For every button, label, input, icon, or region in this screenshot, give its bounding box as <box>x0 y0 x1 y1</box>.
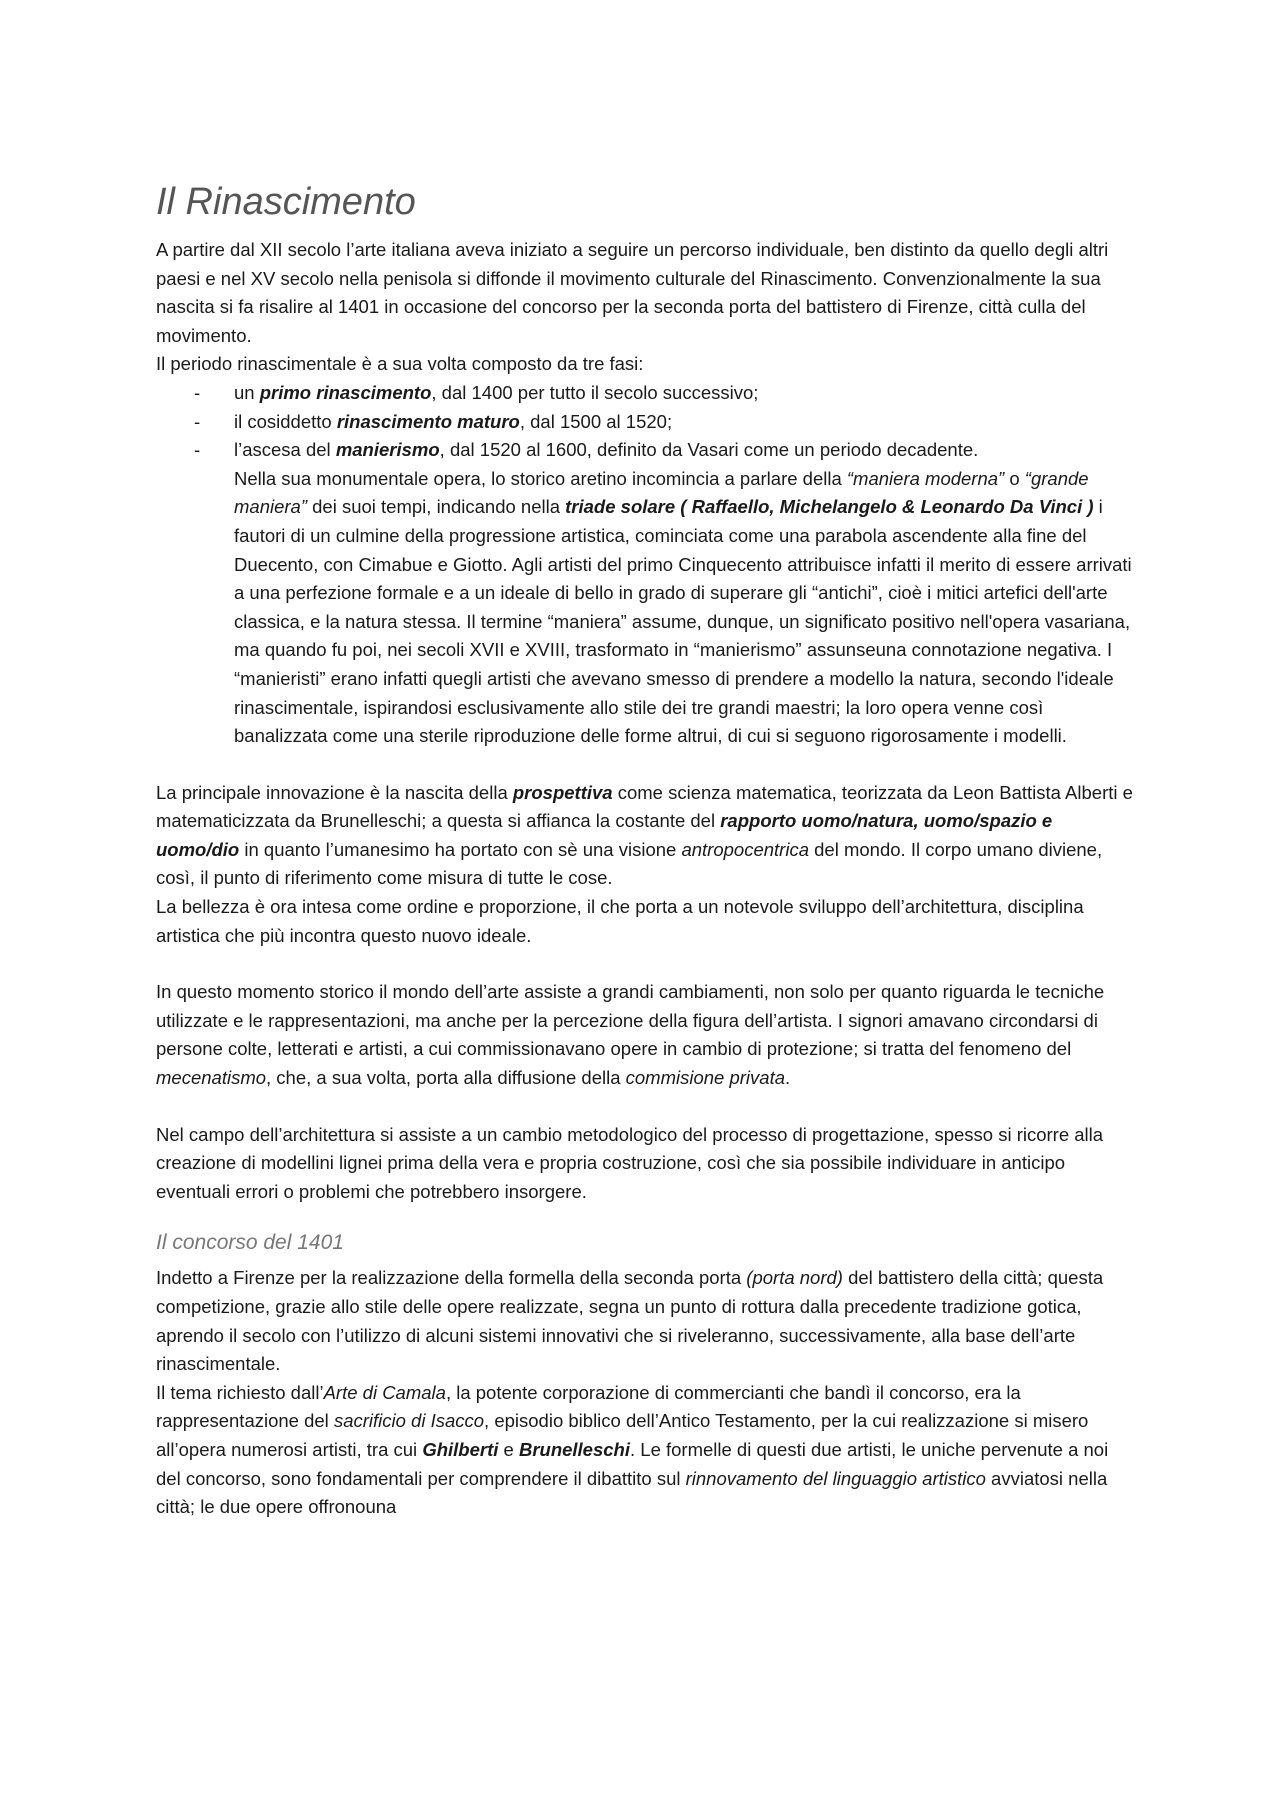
list-dash: - <box>194 410 201 432</box>
page-title: Il Rinascimento <box>156 181 416 223</box>
architettura-paragraph: Nel campo dell’architettura si assiste a un cambio metodologico del processo di progettazione, spesso si ricorre alla creazione di modellini lignei prima della vera e propria costruzione, così che sia possibile individuare in anticipo eventuali errori o problemi che potrebbero insorgere. <box>156 1123 1104 1202</box>
concorso-paragraph-2: Il tema richiesto dall’Arte di Camala, la potente corporazione di commercianti che bandì il concorso, era la rappresentazione del sacrificio di Isacco, episodio biblico dell’Antico Testamento, per la cui realizzazione si misero all’opera numerosi artisti, tra cui Ghilberti e Brunelleschi. Le formelle di questi due artisti, le uniche pervenute a noi del concorso, sono fondamentali per comprendere il dibattito sul rinnovamento del linguaggio artistico avviatosi nella città; le due opere offronouna <box>156 1381 1109 1518</box>
list-dash: - <box>194 439 201 461</box>
term-manierismo: manierismo <box>335 439 440 461</box>
list-item: - un primo rinascimento, dal 1400 per tutto il secolo successivo; <box>156 379 1136 408</box>
triade-solare: triade solare ( Raffaello, Michelangelo & Leonardo Da Vinci ) <box>565 496 1094 518</box>
list-item: - l’ascesa del manierismo, dal 1520 al 1600, definito da Vasari come un periodo decadente. <box>156 436 1136 465</box>
section-heading-concorso: Il concorso del 1401 <box>156 1231 344 1255</box>
concorso-paragraph-1: Indetto a Firenze per la realizzazione della formella della seconda porta (porta nord) del battistero della città; questa competizione, grazie allo stile delle opere realizzate, segna un punto di rottura dalla precedente tradizione gotica, aprendo il secolo con l’utilizzo di alcuni sistemi innovativi che si riveleranno, successivamente, alla base dell’arte rinascimentale. <box>156 1267 1104 1375</box>
mecenatismo-paragraph: In questo momento storico il mondo dell’arte assiste a grandi cambiamenti, non solo per quanto riguarda le tecniche utilizzate e le rappresentazioni, ma anche per la percezione della figura dell’artista. I signori amavano circondarsi di persone colte, letterati e artisti, a cui commissionavano opere in cambio di protezione; si tratta del fenomeno del mecenatismo, che, a sua volta, porta alla diffusione della commisione privata. <box>156 981 1105 1089</box>
bellezza-paragraph: La bellezza è ora intesa come ordine e proporzione, il che porta a un notevole sviluppo dell’architettura, disciplina artistica che più incontra questo nuovo ideale. <box>156 896 1084 946</box>
term-primo-rinascimento: primo rinascimento <box>259 381 432 403</box>
list-dash: - <box>194 381 201 403</box>
list-item: - il cosiddetto rinascimento maturo, dal 1500 al 1520; <box>156 408 1136 437</box>
term-rinascimento-maturo: rinascimento maturo <box>336 410 520 432</box>
phases-intro: Il periodo rinascimentale è a sua volta composto da tre fasi: <box>156 353 644 375</box>
phases-list <box>156 379 1136 465</box>
prospettiva-paragraph: La principale innovazione è la nascita della prospettiva come scienza matematica, teorizzata da Leon Battista Alberti e matematicizzata da Brunelleschi; a questa si affianca la costante del rapporto uomo/natura, uomo/spazio e uomo/dio in quanto l’umanesimo ha portato con sè una visione antropocentrica del mondo. Il corpo umano diviene, così, il punto di riferimento come misura di tutte le cose. <box>156 781 1133 889</box>
intro-paragraph: A partire dal XII secolo l’arte italiana aveva iniziato a seguire un percorso individuale, ben distinto da quello degli altri paesi e nel XV secolo nella penisola si diffonde il movimento culturale del Rinascimento. Convenzionalmente la sua nascita si fa risalire al 1401 in occasione del concorso per la seconda porta del battistero di Firenze, città culla del movimento. <box>156 239 1109 346</box>
document-body <box>156 178 1136 1522</box>
vasari-paragraph: Nella sua monumentale opera, lo storico aretino incomincia a parlare della “maniera moderna” o “grande maniera” dei suoi tempi, indicando nella triade solare ( Raffaello, Michelangelo & Leonardo Da Vinci ) i fautori di un culmine della progressione artistica, cominciata come una parabola ascendente alla fine del Duecento, con Cimabue e Giotto. Agli artisti del primo Cinquecento attribuisce infatti il merito di essere arrivati a una perfezione formale e a un ideale di bello in grado di superare gli “antichi”, cioè i mitici artefici dell'arte classica, e la natura stessa. Il termine “maniera” assume, dunque, un significato positivo nell'opera vasariana, ma quando fu poi, nei secoli XVII e XVIII, trasformato in “manierismo” assunseuna connotazione negativa. I “manieristi” erano infatti quegli artisti che avevano smesso di prendere a modello la natura, secondo l'ideale rinascimentale, ispirandosi esclusivamente allo stile dei tre grandi maestri; la loro opera venne così banalizzata come una sterile riproduzione delle forme altrui, di cui si seguono rigorosamente i modelli. <box>234 467 1132 747</box>
